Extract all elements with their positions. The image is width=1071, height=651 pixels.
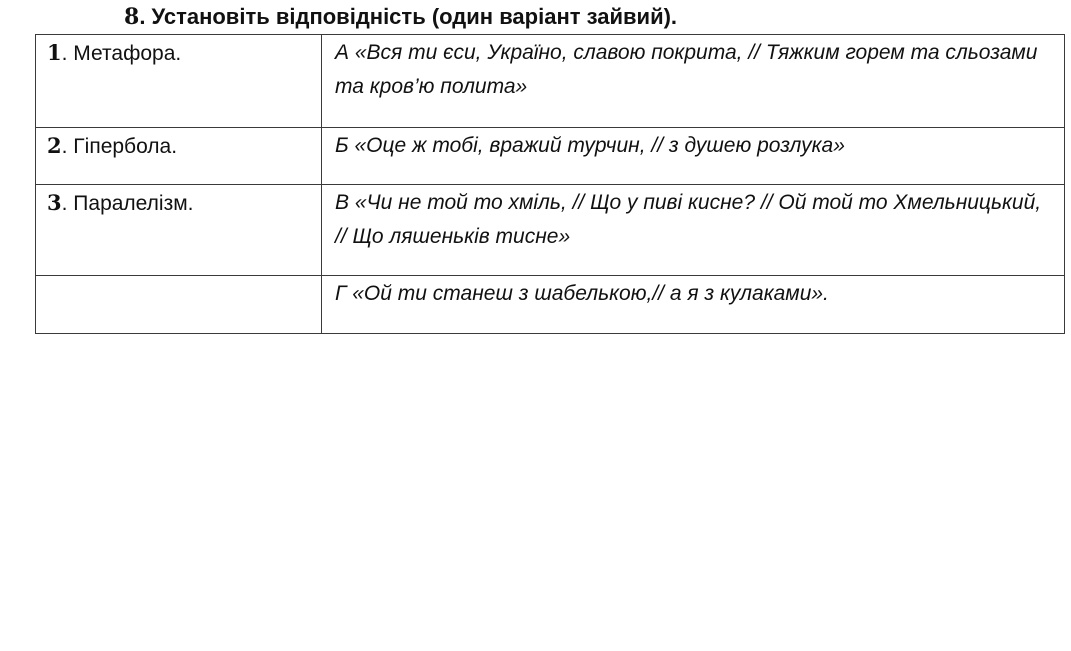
- term-number: 3: [47, 190, 62, 215]
- task-text: . Установіть відповідність (один варіант зайвий).: [139, 4, 678, 29]
- table-row: [36, 35, 1065, 128]
- table-row: [36, 185, 1065, 276]
- option-text: А «Вся ти єси, Україно, славою покрита, // Тяжким горем та сльозами та кров’ю полита»: [335, 41, 1038, 98]
- term-cell: [36, 128, 322, 185]
- option-text: Г «Ой ти станеш з шабелькою,// а я з кулаками».: [335, 282, 829, 305]
- option-cell: [322, 128, 1065, 185]
- table-row: [36, 128, 1065, 185]
- term-cell: [36, 185, 322, 276]
- option-text: В «Чи не той то хміль, // Що у пиві кисне? // Ой той то Хмельницький, // Що ляшеньків тисне»: [335, 191, 1042, 248]
- option-cell: [322, 35, 1065, 128]
- term-cell-empty: [36, 276, 322, 334]
- task-title: [124, 3, 677, 31]
- matching-table: [35, 34, 1065, 334]
- term-label: . Паралелізм.: [61, 192, 194, 215]
- term-cell: [36, 35, 322, 128]
- term-number: 2: [47, 133, 62, 158]
- term-label: . Метафора.: [61, 42, 182, 65]
- table-row: [36, 276, 1065, 334]
- task-number: 8: [124, 4, 140, 30]
- term-number: 1: [47, 40, 62, 65]
- option-cell: [322, 276, 1065, 334]
- term-label: . Гіпербола.: [61, 135, 178, 158]
- option-cell: [322, 185, 1065, 276]
- option-text: Б «Оце ж тобі, вражий турчин, // з душею розлука»: [335, 134, 845, 157]
